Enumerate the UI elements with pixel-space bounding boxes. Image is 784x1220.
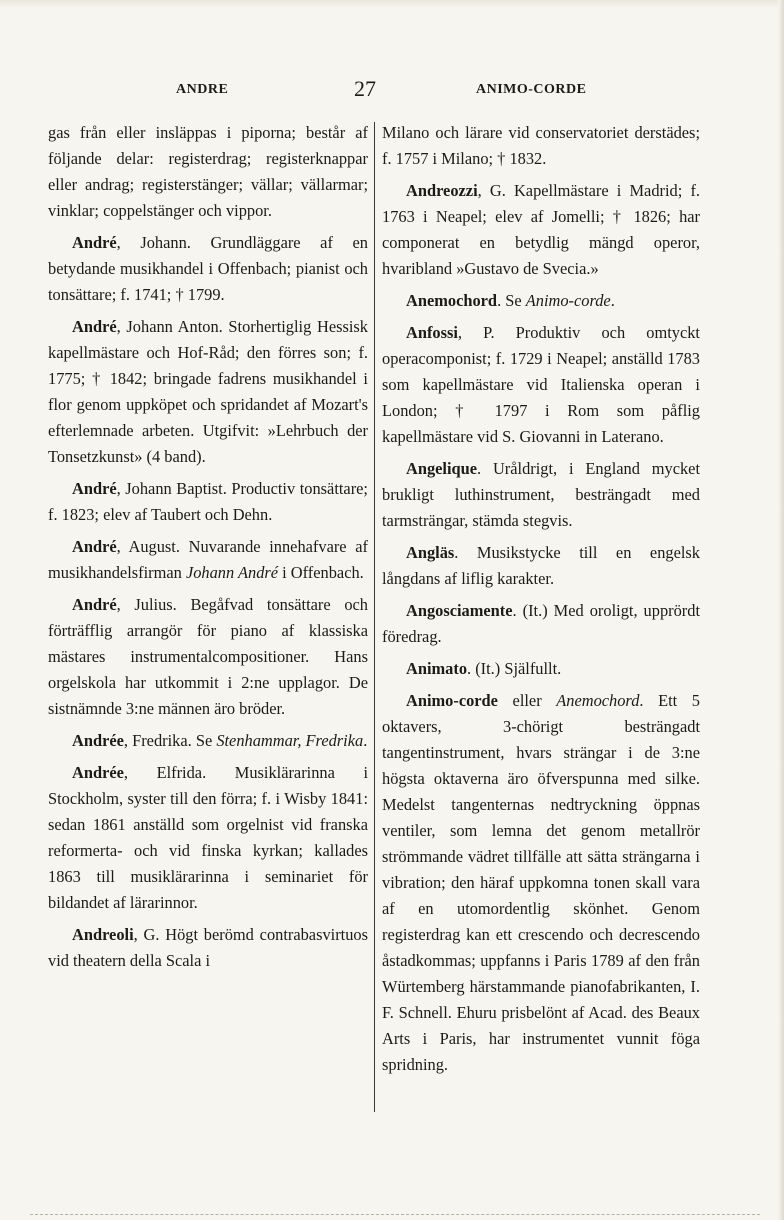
headword: Anfossi <box>406 323 458 342</box>
headword: Animo-corde <box>406 691 498 710</box>
entry-body: , Johann Baptist. Productiv tonsättare; f. 1823; elev af Taubert och Dehn. <box>48 479 368 524</box>
running-head <box>0 76 784 106</box>
entry-andre-julius <box>48 592 368 722</box>
entry-body: Milano och lärare vid conservatoriet derstädes; f. 1757 i Milano; † 1832. <box>382 123 700 168</box>
entry-anemochord <box>382 288 700 314</box>
headword: Andrée <box>72 731 124 750</box>
entry-body: , Johann Anton. Storhertiglig Hessisk kapellmästare och Hof-Råd; den förres son; f. 1775; † 1842; bringade fadrens musikhandel i flor genom uppköpet och spridandet af Mozart's efterlemnade arbeten. Utgifvit: »Lehrbuch der Tonsetzkunst» (4 band). <box>48 317 368 466</box>
headword: Angosciamente <box>406 601 513 620</box>
entry-andreozzi <box>382 178 700 282</box>
entry-animato <box>382 656 700 682</box>
headword: Andrée <box>72 763 124 782</box>
right-column <box>382 120 700 1084</box>
entry-continued <box>48 120 368 224</box>
entry-body: , Fredrika. Se <box>123 731 217 750</box>
entry-andre-august <box>48 534 368 586</box>
entry-italic: Animo-corde <box>525 291 611 310</box>
entry-andre-johann-baptist <box>48 476 368 528</box>
bottom-perforation <box>30 1214 760 1215</box>
entry-body: . Uråldrigt, i England mycket brukligt luthinstrument, besträngadt med tarmsträngar, stämda stegvis. <box>382 459 700 530</box>
entry-body: . Musikstycke till en engelsk långdans af liflig karakter. <box>382 543 700 588</box>
headword: Angläs <box>406 543 455 562</box>
headword: Animato <box>406 659 468 678</box>
headword: André <box>72 537 117 556</box>
entry-tail: . <box>363 731 368 750</box>
entry-italic: Anemochord <box>556 691 640 710</box>
entry-tail: . <box>610 291 615 310</box>
headword: André <box>72 317 117 336</box>
entry-tail: i Offenbach. <box>278 563 364 582</box>
entry-angosciamente <box>382 598 700 650</box>
page-right-edge <box>778 0 784 1220</box>
entry-andree-elfrida <box>48 760 368 916</box>
entry-andre-johann-anton <box>48 314 368 470</box>
headword: André <box>72 595 117 614</box>
entry-animo-corde <box>382 688 700 1078</box>
running-head-right: ANIMO-CORDE <box>476 82 587 97</box>
page-top-edge <box>0 0 784 8</box>
entry-body: , Julius. Begåfvad tonsättare och förträfflig arrangör för piano af klassiska mästares instrumentalcompositioner. Hans orgelskola har utkommit i 2:ne upplagor. De sistnämnde 3:ne männen äro bröder. <box>48 595 368 718</box>
entry-andree-fredrika <box>48 728 368 754</box>
entry-body: . (It.) Själfullt. <box>467 659 562 678</box>
entry-andreoli <box>48 922 368 974</box>
entry-body: , Johann. Grundläggare af en betydande musikhandel i Offenbach; pianist och tonsättare; f. 1741; † 1799. <box>48 233 368 304</box>
entry-andre-johann <box>48 230 368 308</box>
headword: Andreoli <box>72 925 134 944</box>
column-divider <box>374 122 375 1112</box>
entry-body: , August. Nuvarande innehafvare af musikhandelsfirman <box>48 537 368 582</box>
page-number: 27 <box>354 76 376 101</box>
entry-continued <box>382 120 700 172</box>
entry-body: , Elfrida. Musiklärarinna i Stockholm, syster till den förra; f. i Wisby 1841: sedan 1861 anställd som orgelnist vid franska reformerta- och vid finska kyrkan; kallades 1863 till musiklärarinna i seminariet för bildandet af lärarinnor. <box>48 763 368 912</box>
headword: André <box>72 479 117 498</box>
entry-italic: Johann André <box>185 563 279 582</box>
entry-body: , P. Produktiv och omtyckt operacomponist; f. 1729 i Neapel; anställd 1783 som kapellmästare vid Italienska operan i London; † 1797 i Rom som påflig kapellmästare vid S. Giovanni in Laterano. <box>382 323 700 446</box>
headword: Andreozzi <box>406 181 478 200</box>
entry-anglas <box>382 540 700 592</box>
entry-body: , G. Högt berömd contrabasvirtuos vid theatern della Scala i <box>48 925 368 970</box>
entry-body: . Se <box>497 291 526 310</box>
entry-anfossi <box>382 320 700 450</box>
headword: Anemochord <box>406 291 498 310</box>
entry-body: , G. Kapellmästare i Madrid; f. 1763 i Neapel; elev af Jomelli; † 1826; har componerat en betydlig mängd operor, hvaribland »Gustavo de Svecia.» <box>382 181 700 278</box>
entry-body: . (It.) Med oroligt, upprördt föredrag. <box>382 601 700 646</box>
left-column <box>48 120 368 980</box>
headword: André <box>72 233 117 252</box>
entry-body: gas från eller insläppas i piporna; består af följande delar: registerdrag; registerknappar eller andrag; registerstänger; vällar; vällarmar; vinklar; coppelstänger och vippor. <box>48 123 368 220</box>
entry-angelique <box>382 456 700 534</box>
entry-tail: . Ett 5 oktavers, 3-chörigt besträngadt tangentinstrument, hvars strängar i de 3:ne högsta oktaverna äro öfverspunna med silke. Medelst tangenternas nedtryckning öppnas ventiler, som lemna det genom metallrör strömmande vädret tillfälle att sätta strängarna i vibration; den häraf uppkomna tonen skall vara af en utomordentlig skönhet. Genom registerdrag kan ett crescendo och decrescendo åstadkommas; uppfanns i Paris 1789 af den från Würtemberg härstammande pianofabrikanten, I. F. Schnell. Ehuru prisbelönt af Acad. des Beaux Arts i Paris, har instrumentet vunnit föga spridning. <box>382 691 700 1074</box>
running-head-left: ANDRE <box>176 82 229 97</box>
entry-body: eller <box>497 691 557 710</box>
entry-italic: Stenhammar, Fredrika <box>216 731 364 750</box>
headword: Angelique <box>406 459 478 478</box>
